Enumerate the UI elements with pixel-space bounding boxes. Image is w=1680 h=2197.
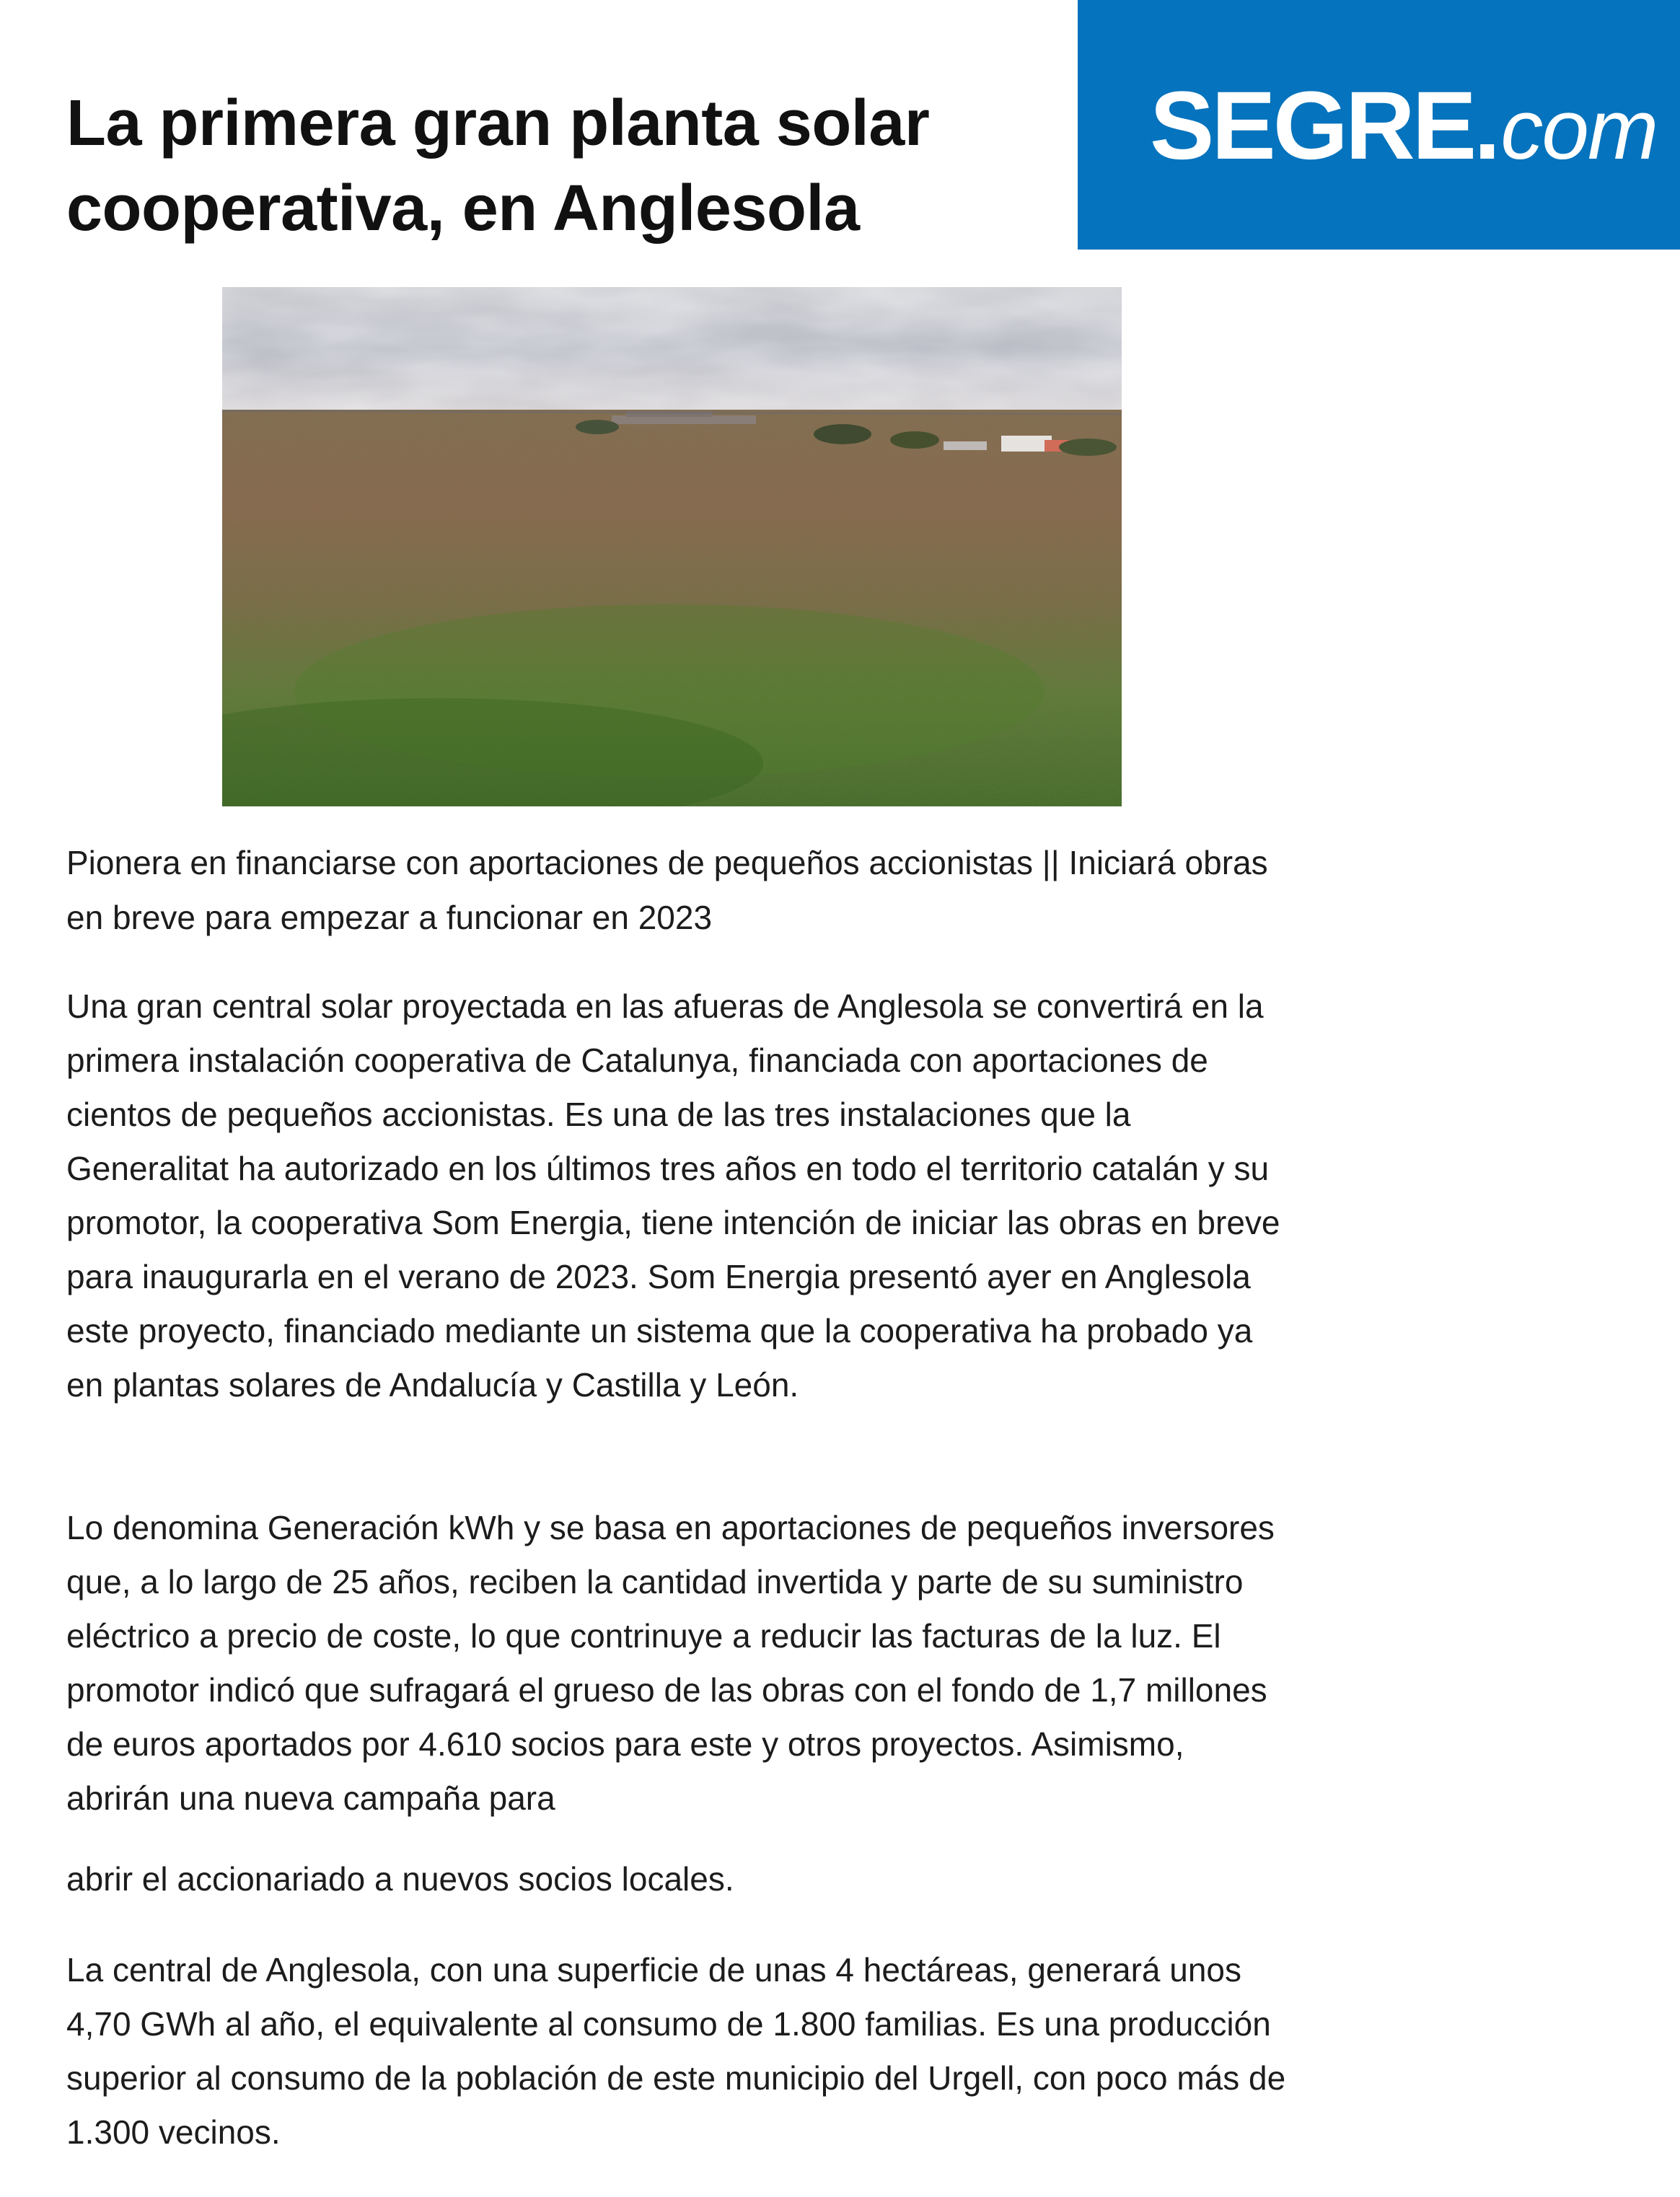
- field-photo: [222, 287, 1122, 806]
- article-paragraph-1: Una gran central solar proyectada en las afueras de Anglesola se convertirá en la primera instalación cooperativa de Catalunya, financiada con aportaciones de cientos de pequeños accionistas. Es una de las tres instalaciones que la Generalitat ha autorizado en los últimos tres años en todo el territorio catalán y su promotor, la cooperativa Som Energia, tiene intención de iniciar las obras en breve para inaugurarla en el verano de 2023. Som Energia presentó ayer en Anglesola este proyecto, financiado mediante un sistema que la cooperativa ha probado ya en plantas solares de Andalucía y Castilla y León.: [66, 987, 1280, 1404]
- article-paragraph-3: abrir el accionariado a nuevos socios locales.: [66, 1860, 734, 1898]
- article-paragraph-2: Lo denomina Generación kWh y se basa en aportaciones de pequeños inversores que, a lo largo de 25 años, reciben la cantidad invertida y parte de su suministro eléctrico a precio de coste, lo que contrinuye a reducir las facturas de la luz. El promotor indicó que sufragará el grueso de las obras con el fondo de 1,7 millones de euros aportados por 4.610 socios para este y otros proyectos. Asimismo, abrirán una nueva campaña para: [66, 1509, 1275, 1817]
- article-paragraph-4: La central de Anglesola, con una superficie de unas 4 hectáreas, generará unos 4,70 GWh al año, el equivalente al consumo de 1.800 familias. Es una producción superior al consumo de la población de este municipio del Urgell, con poco más de 1.300 vecinos.: [66, 1951, 1286, 2151]
- logo-dot: .: [1474, 72, 1501, 180]
- article-headline: La primera gran planta solar cooperativa, en Anglesola: [66, 87, 930, 245]
- segre-logo-text: [1150, 72, 1658, 180]
- logo-brand: SEGRE: [1150, 72, 1474, 180]
- article-subtitle: Pionera en financiarse con aportaciones de pequeños accionistas || Iniciará obras en breve para empezar a funcionar en 2023: [66, 844, 1268, 936]
- logo-suffix: com: [1500, 82, 1658, 177]
- segre-logo[interactable]: [1078, 0, 1680, 250]
